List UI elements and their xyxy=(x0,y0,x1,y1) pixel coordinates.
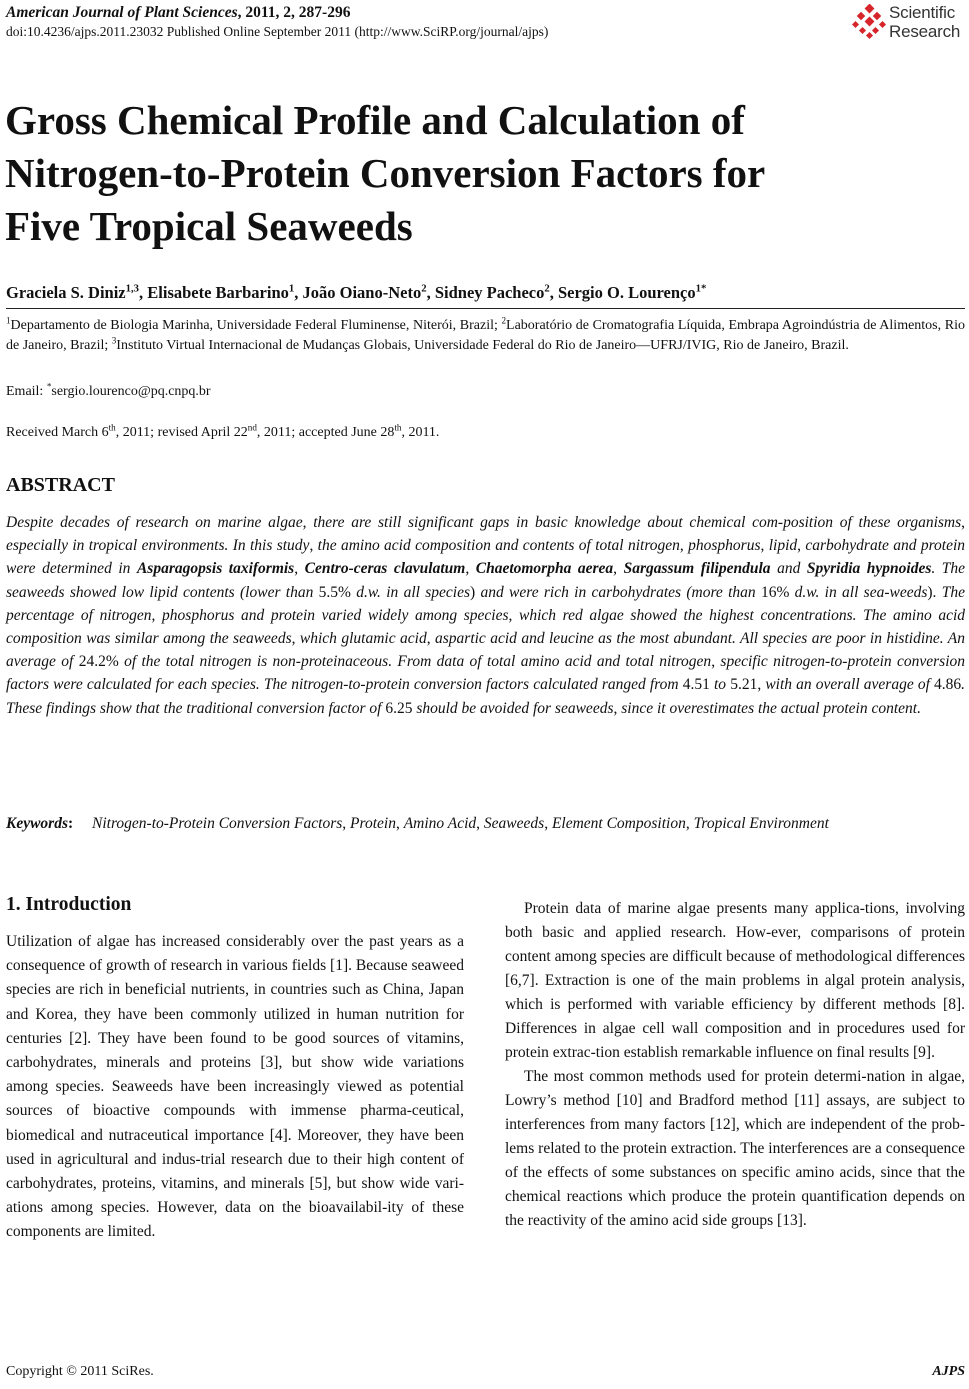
affiliations xyxy=(6,316,965,356)
abstract-segment: . The seaweeds showed low lipid contents ( xyxy=(6,560,966,601)
keyword: Seaweeds xyxy=(483,815,545,832)
journal-name: American Journal of Plant Sciences xyxy=(6,4,238,21)
paper-title xyxy=(5,94,905,253)
abstract-heading: ABSTRACT xyxy=(6,474,115,496)
species-name: Centro-ceras clavulatum xyxy=(304,560,466,578)
abstract-segment: there are still significant gaps in basic knowledge about chemical com-position of these organisms xyxy=(313,514,962,531)
abstract-segment: and xyxy=(770,560,807,578)
introduction-right-column xyxy=(505,897,965,1233)
abstract-segment: which red algae showed the highest concentrations. The amino acid composition was similar among the seaweeds xyxy=(6,606,966,648)
keyword: Tropical Environment xyxy=(693,815,829,832)
abstract-number: 24.2% xyxy=(78,653,119,671)
abstract-number: 16% xyxy=(760,583,790,601)
keyword-separator: , xyxy=(395,815,404,832)
keywords-label-text: Keywords xyxy=(6,815,68,832)
abstract-punct: , xyxy=(613,560,624,578)
abstract-punct: , xyxy=(426,630,435,648)
email-mark: * xyxy=(46,381,52,392)
author-name: Elisabete Barbarino xyxy=(147,283,289,302)
abstract-segment: to xyxy=(709,676,731,694)
email-label: Email: xyxy=(6,384,47,399)
abstract-segment: and were rich in carbohydrates ( xyxy=(480,583,692,601)
abstract-segment: Despite decades of research on marine algae xyxy=(6,514,303,531)
abstract-punct: , xyxy=(151,606,163,624)
abstract-segment: phosphorus xyxy=(688,537,761,555)
affiliation-mark: 3 xyxy=(111,335,117,346)
received-date: Received March 6 xyxy=(6,425,109,440)
abstract-punct: , xyxy=(797,537,806,555)
author-name: Sidney Pacheco xyxy=(434,283,545,302)
abstract-punct: , xyxy=(302,514,314,531)
author-affiliation-mark: 1 xyxy=(288,282,295,295)
introduction-paragraph-3: The most common methods used for protein determi-nation in algae, Lowry’s method [10] and Bradford method [11] assays, are subject to interferences from many factors [12], which are independent of the prob-lems related to the protein extraction. The interferences are a consequence of the effects of some substances on specific amino acids, since that the chemical reactions which produce the protein quantification depends on the reactivity of the amino acid side groups [13]. xyxy=(505,1068,965,1229)
author-affiliation-mark: 1* xyxy=(695,282,707,295)
introduction-paragraph-2: Protein data of marine algae presents many applica-tions, involving both basic and applied research. How-ever, comparisons of protein content among species are difficult because of methodological differences [6,7]. Extraction is one of the main problems in algal protein analysis, which is performed with variable efficiency by different methods [8]. Differences in algae cell wall composition and in procedures used for protein extrac-tion establish remarkable influence on final results [9]. xyxy=(505,900,965,1061)
keywords-list xyxy=(92,813,952,835)
abstract-punct: , xyxy=(465,560,476,578)
abstract-punct: , xyxy=(711,653,721,671)
date-end: , 2011. xyxy=(401,425,440,440)
email-address[interactable]: sergio.lourenco@pq.cnpq.br xyxy=(51,384,211,399)
keywords-label xyxy=(6,813,73,835)
affiliation-mark: 2 xyxy=(501,315,507,326)
abstract-text xyxy=(6,511,965,720)
abstract-punct: , xyxy=(679,537,689,555)
author-separator: , xyxy=(294,283,303,302)
author-separator: , xyxy=(426,283,435,302)
introduction-left-column: Utilization of algae has increased considerably over the past years as a consequence of growth of research in various fields [1]. Because seaweed species are rich in beneficial nutrients, in countries such as China, Japan and Korea, they have been commonly utilized in human nutrition for centuries [2]. They have been found to be good sources of vitamins, carbohydrates, minerals and proteins [3], but show wide variations among species. Seaweeds have been increasingly viewed as potential sources of bioactive compounds with immense pharma-ceutical, biomedical and nutraceutical importance [4]. Moreover, they have been used in agricultural and indus-trial research due to their high content of carbohydrates, proteins, vitamins, and minerals [5], but show wide vari-ations among species. However, data on the bioavailabil-ity of these components are limited. xyxy=(6,933,464,1241)
abstract-number: 4.86 xyxy=(934,676,962,694)
title-line-3: Five Tropical Seaweeds xyxy=(5,203,413,249)
abstract-punct: , xyxy=(508,606,520,624)
logo-text xyxy=(889,3,960,41)
abstract-segment: phosphorus and protein varied widely among species xyxy=(162,606,509,624)
logo-line-1: Scientific xyxy=(889,3,956,22)
logo-line-2: Research xyxy=(889,22,961,41)
author-affiliation-mark: 1,3 xyxy=(125,282,140,295)
abstract-segment: specific nitrogen-to-protein conversion factors were calculated for each species. The nitrogen-to-protein conversion factors calculated ranged from xyxy=(6,653,966,694)
title-line-1: Gross Chemical Profile and Calculation of xyxy=(5,97,745,143)
abstract-punct: , xyxy=(294,560,305,578)
keyword-separator: , xyxy=(544,815,552,832)
species-name: Chaetomorpha aerea xyxy=(475,560,614,578)
keyword: Nitrogen-to-Protein Conversion Factors xyxy=(92,815,343,832)
abstract-segment: lower than xyxy=(245,583,319,601)
abstract-number: 5.5% xyxy=(318,583,351,601)
abstract-number: 4.51 xyxy=(682,676,710,694)
abstract-punct: , xyxy=(291,630,300,648)
introduction-heading: 1. Introduction xyxy=(6,894,132,915)
abstract-segment: especially in tropical environments. In this study xyxy=(6,537,310,555)
journal-volume: , 2011, 2, 287-296 xyxy=(237,4,351,21)
doi-line: doi:10.4236/ajps.2011.23032 Published Online September 2011 (http://www.SciRP.org/journal/ajps) xyxy=(6,24,549,39)
abstract-segment: lipid xyxy=(768,537,798,555)
affiliation-mark: 1 xyxy=(6,315,11,326)
abstract-segment: carbohydrate and protein were determined in xyxy=(6,537,966,578)
date-suffix: th xyxy=(394,422,402,433)
species-name: Sargassum filipendula xyxy=(623,560,771,578)
date-suffix: nd xyxy=(247,422,257,433)
abstract-segment: with an overall average of xyxy=(765,676,935,694)
author-separator: , xyxy=(549,283,558,302)
footer-journal-abbr: AJPS xyxy=(932,1364,965,1379)
species-name: Asparagopsis taxiformis xyxy=(136,560,295,578)
journal-citation xyxy=(6,3,350,22)
author-name: João Oiano-Neto xyxy=(302,283,422,302)
author-name: Sergio O. Lourenço xyxy=(557,283,696,302)
abstract-segment: since it overestimates the actual protein content. xyxy=(621,699,921,717)
author-affiliation-mark: 2 xyxy=(421,282,427,295)
species-name: Spyridia hypnoides xyxy=(806,560,932,578)
keyword-separator: , xyxy=(476,815,484,832)
author-name: Graciela S. Diniz xyxy=(6,283,126,302)
abstract-segment: The percentage of nitrogen xyxy=(6,583,965,624)
abstract-number: 6.25 xyxy=(385,699,413,717)
keyword: Protein xyxy=(350,815,396,832)
keywords-colon: : xyxy=(68,815,74,832)
keyword-separator: , xyxy=(685,815,694,832)
abstract-segment: which glutamic acid xyxy=(299,630,427,648)
abstract-segment: d.w. in all sea-weeds xyxy=(789,583,928,601)
title-line-2: Nitrogen-to-Protein Conversion Factors for xyxy=(5,150,766,196)
keyword-separator: , xyxy=(342,815,351,832)
email-line xyxy=(6,382,211,402)
abstract-punct: , xyxy=(309,537,318,555)
abstract-segment: more than xyxy=(691,583,761,601)
abstract-punct: , xyxy=(757,676,766,694)
abstract-punct: ) xyxy=(470,583,481,601)
abstract-punct: ). xyxy=(927,583,942,601)
abstract-segment: the amino acid composition and contents of total nitrogen xyxy=(317,537,680,555)
abstract-segment: . These findings show that the traditional conversion factor of xyxy=(6,676,966,717)
abstract-segment: should be avoided for seaweeds xyxy=(412,699,614,717)
abstract-segment: d.w. in all species xyxy=(350,583,471,601)
footer-copyright: Copyright © 2011 SciRes. xyxy=(6,1364,154,1379)
scientific-research-logo xyxy=(852,2,968,44)
logo-mark-icon xyxy=(852,4,888,40)
abstract-segment: of the total nitrogen is non-proteinaceous. From data of total amino acid and total nitrogen xyxy=(118,653,712,671)
abstract-punct: , xyxy=(760,537,769,555)
keyword: Amino Acid xyxy=(403,815,477,832)
affiliation-2: Laboratório de Cromatografia Líquida, Embrapa Agroindústria de Alimentos, Rio de Janeiro, Brazil; xyxy=(6,318,965,353)
revised-date: , 2011; revised April 22 xyxy=(115,425,248,440)
affiliation-1: Departamento de Biologia Marinha, Universidade Federal Fluminense, Niterói, Brazil; xyxy=(10,318,502,333)
author-list xyxy=(6,283,706,303)
author-separator: , xyxy=(139,283,148,302)
date-suffix: th xyxy=(108,422,116,433)
abstract-number: 5.21 xyxy=(730,676,758,694)
abstract-punct: , xyxy=(961,514,966,531)
abstract-segment: aspartic acid and leucine as the most abundant. All species are poor in histidine. An average of xyxy=(6,630,965,671)
affiliation-3: Instituto Virtual Internacional de Mudanças Globais, Universidade Federal do Rio de Janeiro—UFRJ/IVIG, Rio de Janeiro, Brazil. xyxy=(116,338,849,353)
submission-dates xyxy=(6,423,439,443)
keyword: Element Composition xyxy=(551,815,686,832)
abstract-punct: , xyxy=(613,699,622,717)
author-affiliation-mark: 2 xyxy=(544,282,550,295)
accepted-date: , 2011; accepted June 28 xyxy=(256,425,395,440)
header-divider xyxy=(6,308,965,309)
